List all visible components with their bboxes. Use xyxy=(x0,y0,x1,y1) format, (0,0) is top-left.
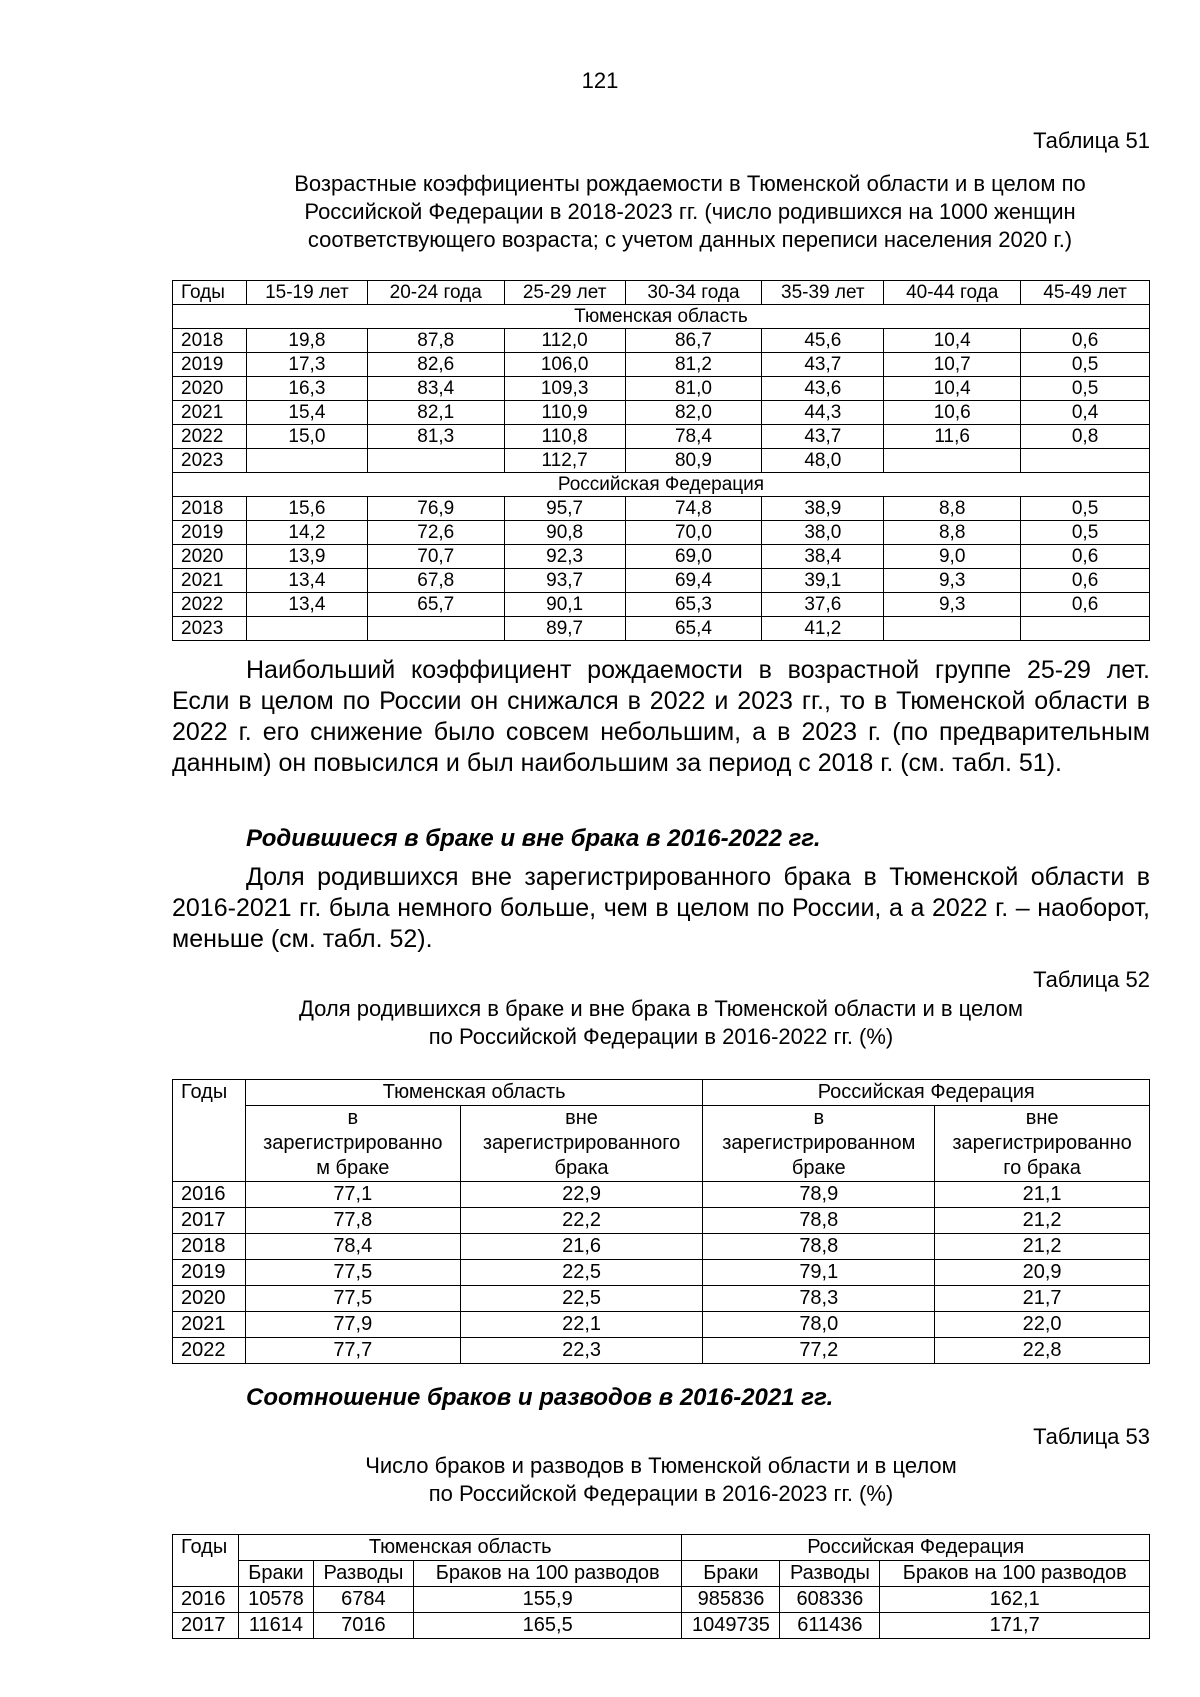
value-cell: 611436 xyxy=(780,1613,880,1639)
value-cell: 81,3 xyxy=(367,425,504,449)
value-cell: 67,8 xyxy=(367,569,504,593)
value-cell: 82,6 xyxy=(367,353,504,377)
caption-line: Доля родившихся в браке и вне брака в Тюменской области и в целом xyxy=(299,996,1023,1021)
group-header: Тюменская область xyxy=(238,1535,682,1561)
caption-line: соответствующего возраста; с учетом данных переписи населения 2020 г.) xyxy=(307,227,1073,252)
value-cell: 38,9 xyxy=(762,497,884,521)
value-cell: 38,4 xyxy=(762,545,884,569)
value-cell: 10,6 xyxy=(884,401,1021,425)
table-53-label: Таблица 53 xyxy=(1033,1424,1150,1449)
value-cell: 87,8 xyxy=(367,329,504,353)
value-cell: 90,8 xyxy=(504,521,625,545)
value-cell: 15,0 xyxy=(246,425,367,449)
year-cell: 2018 xyxy=(173,497,247,521)
table-row xyxy=(173,1312,1150,1338)
section-row xyxy=(173,473,1150,497)
value-cell: 81,0 xyxy=(625,377,762,401)
value-cell: 78,4 xyxy=(245,1234,460,1260)
value-cell: 6784 xyxy=(313,1587,413,1613)
table-row xyxy=(173,617,1150,641)
header-line: брака xyxy=(554,1157,609,1179)
table-row xyxy=(173,353,1150,377)
value-cell: 70,0 xyxy=(625,521,762,545)
value-cell: 22,1 xyxy=(460,1312,703,1338)
value-cell xyxy=(246,617,367,641)
column-header: Годы xyxy=(173,1080,246,1182)
column-header: Разводы xyxy=(780,1561,880,1587)
value-cell: 0,4 xyxy=(1021,401,1150,425)
column-header: 35-39 лет xyxy=(762,281,884,305)
value-cell: 10578 xyxy=(238,1587,313,1613)
table-row xyxy=(173,569,1150,593)
value-cell: 0,5 xyxy=(1021,497,1150,521)
column-header: Браки xyxy=(682,1561,780,1587)
header-line: в xyxy=(813,1107,825,1129)
value-cell xyxy=(367,617,504,641)
value-cell: 70,7 xyxy=(367,545,504,569)
table-52 xyxy=(172,1079,1150,1364)
value-cell: 79,1 xyxy=(703,1260,935,1286)
caption-line: по Российской Федерации в 2016-2022 гг. (%) xyxy=(428,1024,894,1049)
value-cell: 77,1 xyxy=(245,1182,460,1208)
year-cell: 2022 xyxy=(173,425,247,449)
value-cell: 0,6 xyxy=(1021,593,1150,617)
value-cell: 74,8 xyxy=(625,497,762,521)
value-cell: 13,9 xyxy=(246,545,367,569)
value-cell: 45,6 xyxy=(762,329,884,353)
year-cell: 2017 xyxy=(173,1613,239,1639)
value-cell: 8,8 xyxy=(884,521,1021,545)
column-header: Браков на 100 разводов xyxy=(880,1561,1150,1587)
value-cell: 77,5 xyxy=(245,1286,460,1312)
value-cell: 0,6 xyxy=(1021,545,1150,569)
value-cell: 9,0 xyxy=(884,545,1021,569)
value-cell: 21,7 xyxy=(935,1286,1150,1312)
value-cell: 90,1 xyxy=(504,593,625,617)
value-cell: 0,5 xyxy=(1021,377,1150,401)
value-cell: 13,4 xyxy=(246,593,367,617)
value-cell: 82,0 xyxy=(625,401,762,425)
section-heading-births: Родившиеся в браке и вне брака в 2016-2022 гг. xyxy=(246,825,821,852)
table-row xyxy=(173,1587,1150,1613)
year-cell: 2016 xyxy=(173,1587,239,1613)
value-cell xyxy=(884,449,1021,473)
column-header: 20-24 года xyxy=(367,281,504,305)
value-cell: 77,2 xyxy=(703,1338,935,1364)
value-cell: 21,2 xyxy=(935,1208,1150,1234)
column-header xyxy=(460,1106,703,1182)
table-row xyxy=(173,521,1150,545)
value-cell xyxy=(367,449,504,473)
value-cell: 78,8 xyxy=(703,1234,935,1260)
caption-line: Российской Федерации в 2018-2023 гг. (число родившихся на 1000 женщин xyxy=(304,199,1076,224)
table-subheader-row xyxy=(173,1106,1150,1182)
table-header-row xyxy=(173,281,1150,305)
year-cell: 2023 xyxy=(173,617,247,641)
year-cell: 2021 xyxy=(173,569,247,593)
value-cell: 0,6 xyxy=(1021,329,1150,353)
value-cell: 0,5 xyxy=(1021,521,1150,545)
group-header: Тюменская область xyxy=(245,1080,703,1106)
year-cell: 2017 xyxy=(173,1208,246,1234)
value-cell: 8,8 xyxy=(884,497,1021,521)
table-row xyxy=(173,497,1150,521)
column-header: Разводы xyxy=(313,1561,413,1587)
value-cell xyxy=(1021,449,1150,473)
value-cell: 0,6 xyxy=(1021,569,1150,593)
column-header: Годы xyxy=(173,1535,239,1587)
value-cell: 69,4 xyxy=(625,569,762,593)
value-cell: 0,5 xyxy=(1021,353,1150,377)
column-header: Браки xyxy=(238,1561,313,1587)
table-row xyxy=(173,425,1150,449)
header-line: м браке xyxy=(316,1157,390,1179)
paragraph-out-of-wedlock xyxy=(172,862,1150,955)
value-cell: 21,1 xyxy=(935,1182,1150,1208)
value-cell: 69,0 xyxy=(625,545,762,569)
value-cell: 89,7 xyxy=(504,617,625,641)
table-header-row xyxy=(173,1080,1150,1106)
header-line: зарегистрированном xyxy=(722,1132,916,1154)
year-cell: 2020 xyxy=(173,545,247,569)
value-cell: 110,8 xyxy=(504,425,625,449)
table-row xyxy=(173,1260,1150,1286)
value-cell: 72,6 xyxy=(367,521,504,545)
year-cell: 2023 xyxy=(173,449,247,473)
table-row xyxy=(173,593,1150,617)
value-cell: 65,3 xyxy=(625,593,762,617)
header-line: вне xyxy=(565,1107,598,1129)
year-cell: 2018 xyxy=(173,1234,246,1260)
table-52-label: Таблица 52 xyxy=(1033,967,1150,992)
header-line: го брака xyxy=(1003,1157,1081,1179)
caption-line: Число браков и разводов в Тюменской области и в целом xyxy=(365,1453,957,1478)
table-row xyxy=(173,545,1150,569)
value-cell: 22,5 xyxy=(460,1286,703,1312)
header-line: в xyxy=(347,1107,359,1129)
value-cell: 22,0 xyxy=(935,1312,1150,1338)
column-header: 45-49 лет xyxy=(1021,281,1150,305)
table-53 xyxy=(172,1534,1150,1639)
value-cell: 77,9 xyxy=(245,1312,460,1338)
year-cell: 2016 xyxy=(173,1182,246,1208)
value-cell: 112,0 xyxy=(504,329,625,353)
section-title: Российская Федерация xyxy=(173,473,1150,497)
value-cell: 77,5 xyxy=(245,1260,460,1286)
value-cell: 43,6 xyxy=(762,377,884,401)
header-line: зарегистрированно xyxy=(263,1132,443,1154)
column-header: 30-34 года xyxy=(625,281,762,305)
value-cell: 112,7 xyxy=(504,449,625,473)
year-cell: 2019 xyxy=(173,1260,246,1286)
table-51 xyxy=(172,280,1150,641)
group-header: Российская Федерация xyxy=(703,1080,1150,1106)
value-cell: 9,3 xyxy=(884,569,1021,593)
value-cell: 15,6 xyxy=(246,497,367,521)
value-cell: 106,0 xyxy=(504,353,625,377)
value-cell: 65,7 xyxy=(367,593,504,617)
table-row xyxy=(173,1234,1150,1260)
value-cell: 11,6 xyxy=(884,425,1021,449)
year-cell: 2021 xyxy=(173,1312,246,1338)
value-cell xyxy=(246,449,367,473)
table-subheader-row xyxy=(173,1561,1150,1587)
value-cell: 92,3 xyxy=(504,545,625,569)
value-cell: 14,2 xyxy=(246,521,367,545)
value-cell: 78,8 xyxy=(703,1208,935,1234)
paragraph-text: Доля родившихся вне зарегистрированного брака в Тюменской области в 2016-2021 гг. была немного больше, чем в целом по России, а а 2022 г. – наоборот, меньше (см. табл. 52). xyxy=(172,863,1150,953)
value-cell: 9,3 xyxy=(884,593,1021,617)
column-header: 40-44 года xyxy=(884,281,1021,305)
year-cell: 2019 xyxy=(173,521,247,545)
value-cell: 44,3 xyxy=(762,401,884,425)
value-cell: 86,7 xyxy=(625,329,762,353)
value-cell: 78,9 xyxy=(703,1182,935,1208)
value-cell: 93,7 xyxy=(504,569,625,593)
value-cell: 19,8 xyxy=(246,329,367,353)
value-cell: 81,2 xyxy=(625,353,762,377)
column-header: 25-29 лет xyxy=(504,281,625,305)
table-52-caption xyxy=(172,995,1150,1051)
value-cell: 95,7 xyxy=(504,497,625,521)
year-cell: 2020 xyxy=(173,377,247,401)
value-cell: 13,4 xyxy=(246,569,367,593)
value-cell: 78,0 xyxy=(703,1312,935,1338)
value-cell: 10,7 xyxy=(884,353,1021,377)
value-cell: 17,3 xyxy=(246,353,367,377)
value-cell: 22,8 xyxy=(935,1338,1150,1364)
value-cell: 78,3 xyxy=(703,1286,935,1312)
value-cell: 985836 xyxy=(682,1587,780,1613)
value-cell: 80,9 xyxy=(625,449,762,473)
value-cell: 37,6 xyxy=(762,593,884,617)
value-cell: 82,1 xyxy=(367,401,504,425)
value-cell: 39,1 xyxy=(762,569,884,593)
column-header xyxy=(703,1106,935,1182)
section-heading-marriages: Соотношение браков и разводов в 2016-2021 гг. xyxy=(246,1384,834,1411)
value-cell: 38,0 xyxy=(762,521,884,545)
value-cell: 0,8 xyxy=(1021,425,1150,449)
value-cell: 7016 xyxy=(313,1613,413,1639)
value-cell: 83,4 xyxy=(367,377,504,401)
section-title: Тюменская область xyxy=(173,305,1150,329)
table-row xyxy=(173,1208,1150,1234)
value-cell: 1049735 xyxy=(682,1613,780,1639)
value-cell: 43,7 xyxy=(762,425,884,449)
value-cell: 110,9 xyxy=(504,401,625,425)
value-cell: 162,1 xyxy=(880,1587,1150,1613)
value-cell: 22,2 xyxy=(460,1208,703,1234)
value-cell: 21,6 xyxy=(460,1234,703,1260)
year-cell: 2021 xyxy=(173,401,247,425)
table-header-row xyxy=(173,1535,1150,1561)
value-cell: 109,3 xyxy=(504,377,625,401)
header-line: зарегистрированно xyxy=(952,1132,1132,1154)
value-cell: 22,9 xyxy=(460,1182,703,1208)
table-row xyxy=(173,329,1150,353)
header-line: зарегистрированного xyxy=(482,1132,681,1154)
value-cell: 22,5 xyxy=(460,1260,703,1286)
table-row xyxy=(173,1338,1150,1364)
table-row xyxy=(173,377,1150,401)
value-cell: 76,9 xyxy=(367,497,504,521)
value-cell: 65,4 xyxy=(625,617,762,641)
value-cell: 10,4 xyxy=(884,329,1021,353)
table-53-caption xyxy=(172,1452,1150,1508)
table-row xyxy=(173,1613,1150,1639)
year-cell: 2022 xyxy=(173,1338,246,1364)
value-cell: 11614 xyxy=(238,1613,313,1639)
table-row xyxy=(173,1182,1150,1208)
value-cell: 77,8 xyxy=(245,1208,460,1234)
paragraph-text: Наибольший коэффициент рождаемости в возрастной группе 25-29 лет. Если в целом по России он снижался в 2022 и 2023 гг., то в Тюменской области в 2022 г. его снижение было совсем небольшим, а в 2023 г. (по предварительным данным) он повысился и был наибольшим за период с 2018 г. (см. табл. 51). xyxy=(172,656,1150,777)
header-line: браке xyxy=(791,1157,846,1179)
header-line: вне xyxy=(1025,1107,1059,1129)
table-row xyxy=(173,449,1150,473)
table-row xyxy=(173,1286,1150,1312)
value-cell xyxy=(884,617,1021,641)
value-cell: 165,5 xyxy=(413,1613,682,1639)
column-header: Годы xyxy=(173,281,247,305)
value-cell: 10,4 xyxy=(884,377,1021,401)
column-header xyxy=(245,1106,460,1182)
table-51-label: Таблица 51 xyxy=(1033,128,1150,153)
table-row xyxy=(173,401,1150,425)
value-cell: 16,3 xyxy=(246,377,367,401)
year-cell: 2019 xyxy=(173,353,247,377)
table-51-caption xyxy=(220,170,1160,254)
value-cell: 41,2 xyxy=(762,617,884,641)
value-cell: 78,4 xyxy=(625,425,762,449)
value-cell: 15,4 xyxy=(246,401,367,425)
caption-line: Возрастные коэффициенты рождаемости в Тюменской области и в целом по xyxy=(294,171,1086,196)
column-header xyxy=(935,1106,1150,1182)
value-cell: 608336 xyxy=(780,1587,880,1613)
value-cell: 171,7 xyxy=(880,1613,1150,1639)
section-row xyxy=(173,305,1150,329)
column-header: 15-19 лет xyxy=(246,281,367,305)
year-cell: 2022 xyxy=(173,593,247,617)
value-cell: 20,9 xyxy=(935,1260,1150,1286)
value-cell: 22,3 xyxy=(460,1338,703,1364)
value-cell: 21,2 xyxy=(935,1234,1150,1260)
paragraph-birthrate xyxy=(172,655,1150,779)
value-cell: 77,7 xyxy=(245,1338,460,1364)
page-number: 121 xyxy=(581,68,619,93)
caption-line: по Российской Федерации в 2016-2023 гг. (%) xyxy=(428,1481,894,1506)
column-header: Браков на 100 разводов xyxy=(413,1561,682,1587)
value-cell xyxy=(1021,617,1150,641)
group-header: Российская Федерация xyxy=(682,1535,1150,1561)
year-cell: 2018 xyxy=(173,329,247,353)
value-cell: 43,7 xyxy=(762,353,884,377)
year-cell: 2020 xyxy=(173,1286,246,1312)
value-cell: 155,9 xyxy=(413,1587,682,1613)
value-cell: 48,0 xyxy=(762,449,884,473)
